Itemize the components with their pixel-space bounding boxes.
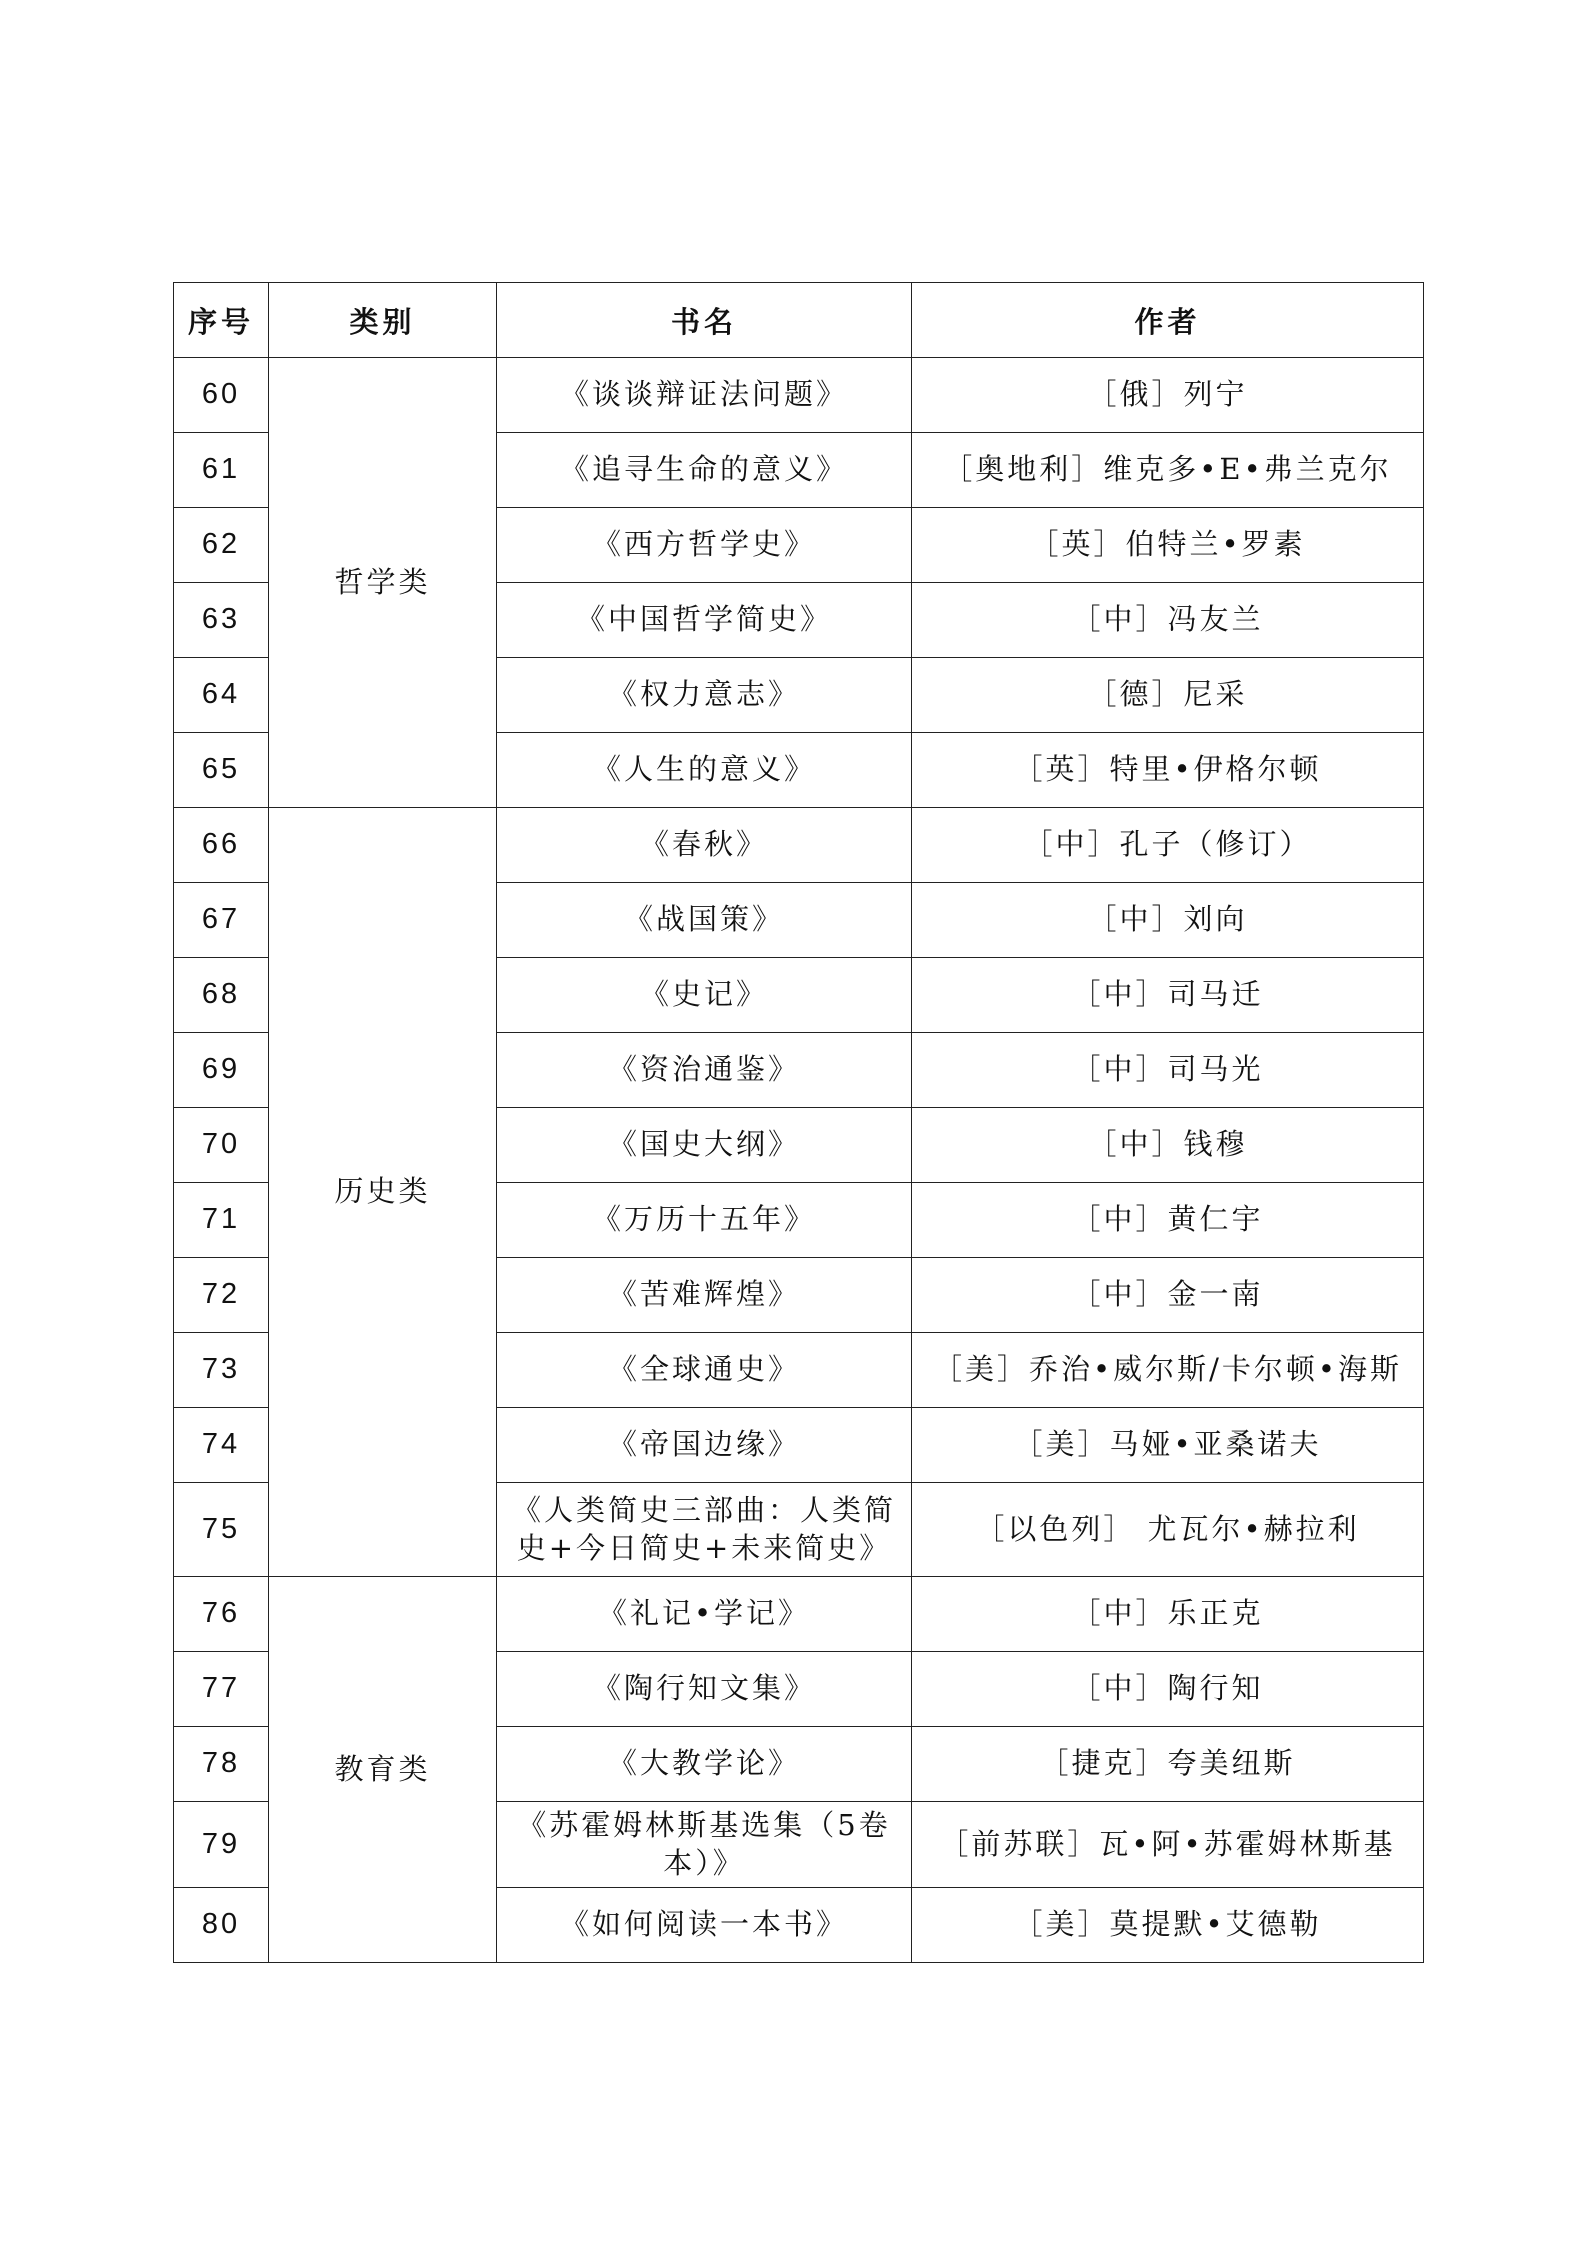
book-title: 《全球通史》 — [497, 1333, 912, 1408]
book-author: ［美］马娅•亚桑诺夫 — [912, 1408, 1424, 1483]
row-number: 67 — [174, 883, 269, 958]
book-author: ［英］伯特兰•罗素 — [912, 508, 1424, 583]
book-title: 《战国策》 — [497, 883, 912, 958]
book-title: 《礼记•学记》 — [497, 1577, 912, 1652]
category-cell: 哲学类 — [269, 358, 497, 808]
header-category: 类别 — [269, 283, 497, 358]
book-author: ［中］金一南 — [912, 1258, 1424, 1333]
book-title: 《中国哲学简史》 — [497, 583, 912, 658]
table-row — [174, 358, 1424, 433]
header-number: 序号 — [174, 283, 269, 358]
book-list-table — [173, 282, 1424, 1963]
header-title: 书名 — [497, 283, 912, 358]
book-author: ［俄］列宁 — [912, 358, 1424, 433]
row-number: 64 — [174, 658, 269, 733]
book-title: 《陶行知文集》 — [497, 1652, 912, 1727]
book-title: 《人类简史三部曲：人类简史+今日简史+未来简史》 — [497, 1483, 912, 1577]
book-author: ［中］钱穆 — [912, 1108, 1424, 1183]
row-number: 63 — [174, 583, 269, 658]
book-author: ［前苏联］瓦•阿•苏霍姆林斯基 — [912, 1802, 1424, 1888]
table-header-row — [174, 283, 1424, 358]
row-number: 60 — [174, 358, 269, 433]
table-row — [174, 808, 1424, 883]
row-number: 61 — [174, 433, 269, 508]
category-cell: 历史类 — [269, 808, 497, 1577]
book-title: 《帝国边缘》 — [497, 1408, 912, 1483]
book-author: ［中］冯友兰 — [912, 583, 1424, 658]
row-number: 62 — [174, 508, 269, 583]
row-number: 72 — [174, 1258, 269, 1333]
book-title: 《大教学论》 — [497, 1727, 912, 1802]
book-author: ［中］陶行知 — [912, 1652, 1424, 1727]
book-author: ［美］莫提默•艾德勒 — [912, 1888, 1424, 1963]
book-author: ［中］孔子（修订） — [912, 808, 1424, 883]
row-number: 74 — [174, 1408, 269, 1483]
row-number: 79 — [174, 1802, 269, 1888]
book-title: 《谈谈辩证法问题》 — [497, 358, 912, 433]
row-number: 73 — [174, 1333, 269, 1408]
book-title: 《权力意志》 — [497, 658, 912, 733]
book-author: ［以色列］ 尤瓦尔•赫拉利 — [912, 1483, 1424, 1577]
book-author: ［中］司马迁 — [912, 958, 1424, 1033]
book-title: 《史记》 — [497, 958, 912, 1033]
book-title: 《西方哲学史》 — [497, 508, 912, 583]
row-number: 65 — [174, 733, 269, 808]
row-number: 69 — [174, 1033, 269, 1108]
book-author: ［中］黄仁宇 — [912, 1183, 1424, 1258]
row-number: 68 — [174, 958, 269, 1033]
book-author: ［捷克］夸美纽斯 — [912, 1727, 1424, 1802]
book-author: ［德］尼采 — [912, 658, 1424, 733]
book-title: 《万历十五年》 — [497, 1183, 912, 1258]
book-title: 《国史大纲》 — [497, 1108, 912, 1183]
book-title: 《人生的意义》 — [497, 733, 912, 808]
book-title: 《如何阅读一本书》 — [497, 1888, 912, 1963]
row-number: 66 — [174, 808, 269, 883]
row-number: 70 — [174, 1108, 269, 1183]
row-number: 77 — [174, 1652, 269, 1727]
row-number: 71 — [174, 1183, 269, 1258]
row-number: 80 — [174, 1888, 269, 1963]
table-row — [174, 1577, 1424, 1652]
book-title: 《资治通鉴》 — [497, 1033, 912, 1108]
book-author: ［英］特里•伊格尔顿 — [912, 733, 1424, 808]
book-title: 《春秋》 — [497, 808, 912, 883]
book-author: ［美］乔治•威尔斯/卡尔顿•海斯 — [912, 1333, 1424, 1408]
row-number: 78 — [174, 1727, 269, 1802]
book-author: ［中］刘向 — [912, 883, 1424, 958]
book-title: 《追寻生命的意义》 — [497, 433, 912, 508]
header-author: 作者 — [912, 283, 1424, 358]
book-title: 《苏霍姆林斯基选集（5卷本）》 — [497, 1802, 912, 1888]
book-author: ［奥地利］维克多•E•弗兰克尔 — [912, 433, 1424, 508]
book-author: ［中］乐正克 — [912, 1577, 1424, 1652]
book-title: 《苦难辉煌》 — [497, 1258, 912, 1333]
book-author: ［中］司马光 — [912, 1033, 1424, 1108]
row-number: 75 — [174, 1483, 269, 1577]
row-number: 76 — [174, 1577, 269, 1652]
category-cell: 教育类 — [269, 1577, 497, 1963]
